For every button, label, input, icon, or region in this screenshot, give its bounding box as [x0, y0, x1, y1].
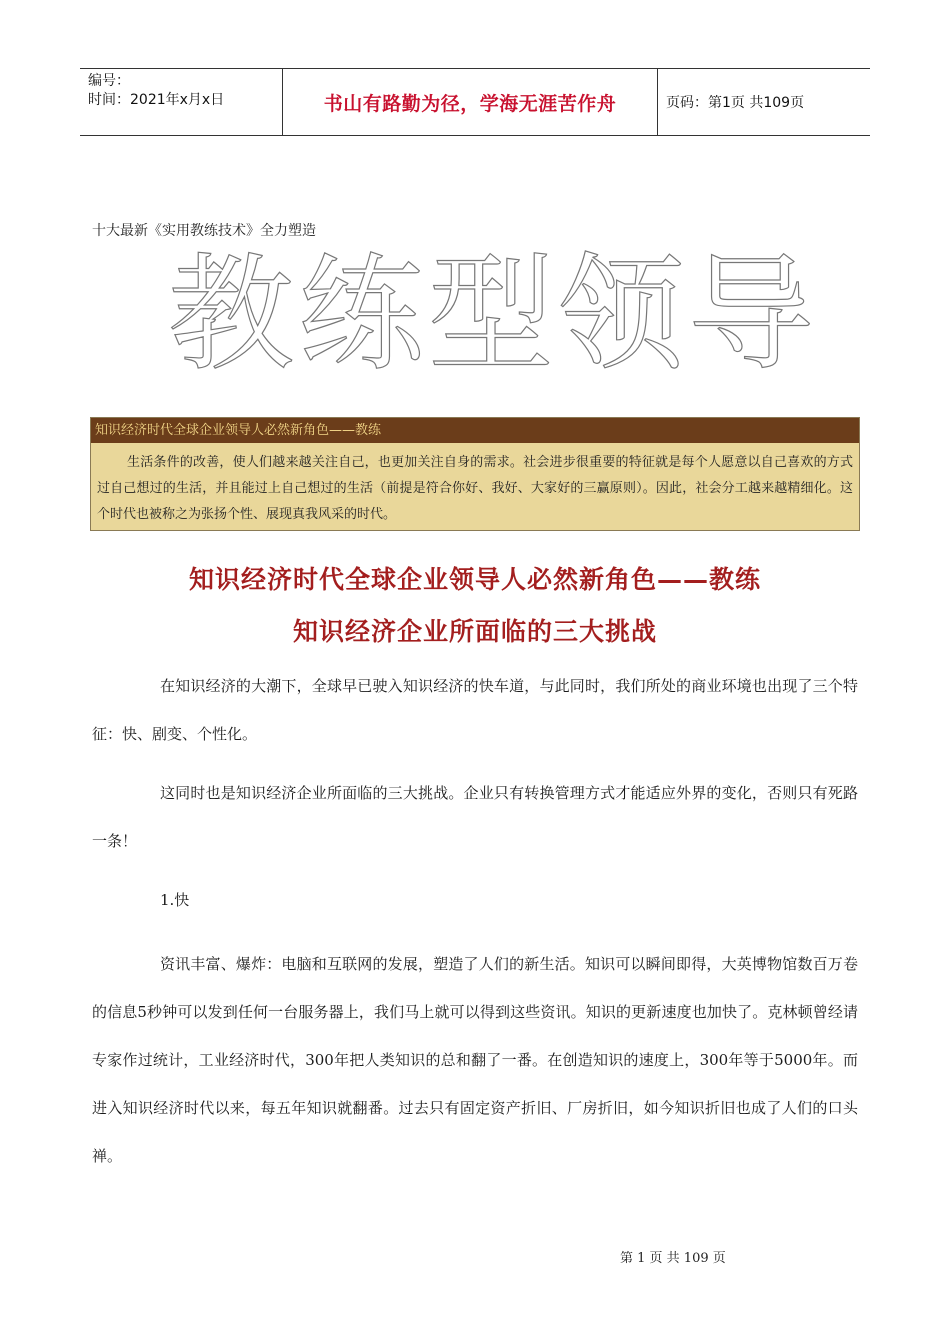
paragraph-2: 这同时也是知识经济企业所面临的三大挑战。企业只有转换管理方式才能适应外界的变化，否则只有死路一条！	[92, 784, 858, 850]
outline-title: 教练型领导	[168, 241, 818, 388]
paragraph-1: 在知识经济的大潮下，全球早已驶入知识经济的快车道，与此同时，我们所处的商业环境也出现了三个特征：快、剧变、个性化。	[92, 677, 858, 743]
header-meta	[80, 69, 282, 135]
document-subtitle: 十大最新《实用教练技术》全力塑造	[92, 223, 316, 239]
header-table	[80, 68, 870, 136]
header-page-info: 页码：第1页 共109页	[666, 95, 805, 111]
page-footer: 第 1 页 共 109 页	[620, 1251, 726, 1266]
info-box-body: 生活条件的改善，使人们越来越关注自己，也更加关注自身的需求。社会进步很重要的特征就是每个人愿意以自己喜欢的方式过自己想过的生活，并且能过上自己想过的生活（前提是符合你好、我好、大家好的三赢原则）。因此，社会分工越来越精细化。这个时代也被称之为张扬个性、展现真我风采的时代。	[91, 443, 859, 530]
time-label: 时间：2021年x月x日	[88, 92, 225, 108]
header-motto: 书山有路勤为径，学海无涯苦作舟	[282, 69, 658, 135]
info-box	[90, 417, 860, 531]
section-title-1: 知识经济时代全球企业领导人必然新角色——教练	[188, 565, 761, 594]
info-box-heading: 知识经济时代全球企业领导人必然新角色——教练	[91, 418, 859, 443]
paragraph-3-heading: 1.快	[160, 891, 190, 909]
paragraph-4: 资讯丰富、爆炸：电脑和互联网的发展，塑造了人们的新生活。知识可以瞬间即得，大英博物馆数百万卷的信息5秒钟可以发到任何一台服务器上，我们马上就可以得到这些资讯。知识的更新速度也加快了。克林顿曾经请专家作过统计，工业经济时代，300年把人类知识的总和翻了一番。在创造知识的速度上，300年等于5000年。而进入知识经济时代以来，每五年知识就翻番。过去只有固定资产折旧、厂房折旧，如今知识折旧也成了人们的口头禅。	[92, 955, 858, 1165]
number-label: 编号：	[88, 73, 130, 89]
section-title-2: 知识经济企业所面临的三大挑战	[292, 617, 657, 646]
